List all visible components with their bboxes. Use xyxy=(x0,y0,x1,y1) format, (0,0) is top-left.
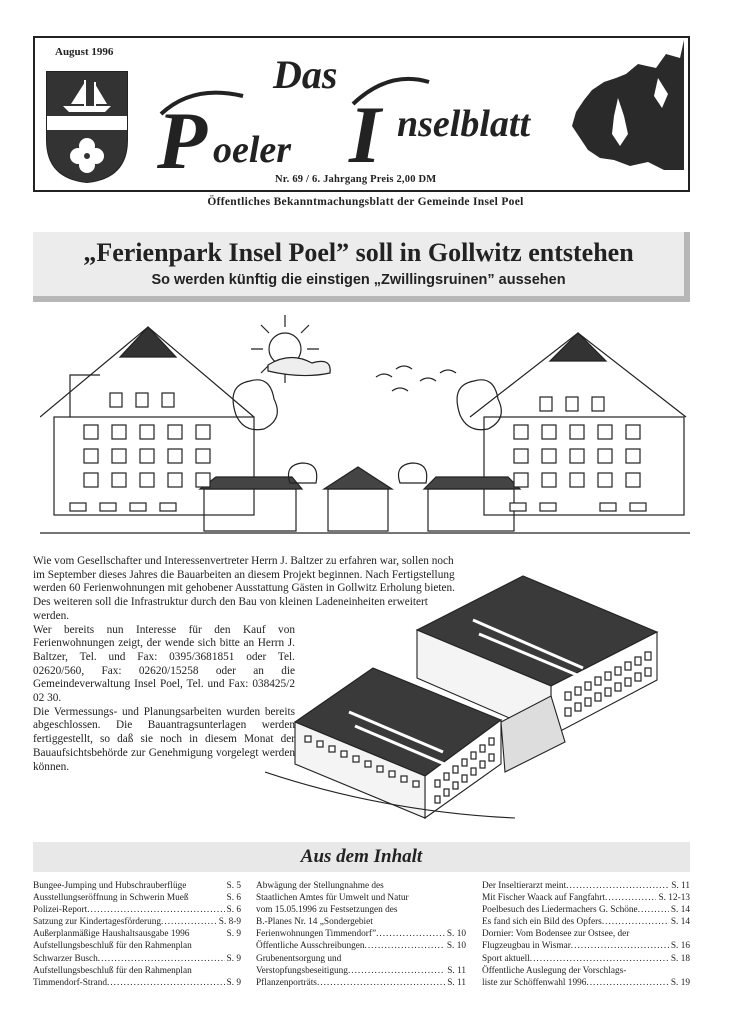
window xyxy=(542,449,556,463)
window xyxy=(575,687,581,695)
contents-entry xyxy=(33,953,241,965)
window xyxy=(112,449,126,463)
window xyxy=(514,449,528,463)
window xyxy=(598,449,612,463)
contents-leader-dots xyxy=(638,904,669,916)
contents-entry-title: Schwarzer Busch xyxy=(33,953,98,964)
window xyxy=(168,425,182,439)
window xyxy=(413,781,419,787)
contents-leader-dots xyxy=(107,977,225,989)
window xyxy=(444,789,449,796)
elevation-drawing xyxy=(40,305,690,550)
contents-entry-page xyxy=(464,953,466,965)
window xyxy=(570,425,584,439)
contents-entry-title: Mit Fischer Waack auf Fangfahrt xyxy=(482,893,606,904)
contents-entry-page: S. 11 xyxy=(447,965,466,976)
window xyxy=(480,761,485,768)
window xyxy=(566,397,578,411)
svg-text:P: P xyxy=(157,95,208,174)
window xyxy=(365,761,371,767)
svg-text:oeler: oeler xyxy=(213,129,292,171)
contents-entry xyxy=(33,880,241,892)
window xyxy=(168,449,182,463)
contents-entry-page xyxy=(464,904,466,916)
window xyxy=(510,503,526,511)
window xyxy=(160,503,176,511)
contents-leader-dots xyxy=(602,916,669,928)
contents-entry-title: Öffentliche Auslegung der Vorschlags- xyxy=(482,965,627,976)
window xyxy=(130,503,146,511)
sun-icon xyxy=(251,315,330,383)
contents-leader-dots xyxy=(376,928,445,940)
contents-leader-dots xyxy=(373,916,464,928)
window xyxy=(112,425,126,439)
contents-entry-page: S. 9 xyxy=(226,977,241,988)
contents-entry-page xyxy=(688,928,690,940)
contents-entry xyxy=(482,977,690,989)
window xyxy=(84,473,98,487)
article-paragraph-2: Wer bereits nun Interesse für den Kauf von Ferienwohnungen zeigt, der wende sich bitte an Herrn J. Baltzer, Tel. und Fax: 0395/3681851 oder Tel. 02620/560, Fax: 02620/15258 oder an die Gemeindeverwaltung Insel Poel, Tel. und Fax: 038425/2 02 30. xyxy=(33,623,295,705)
contents-entry xyxy=(256,965,466,977)
contents-entry-page: S. 6 xyxy=(226,893,241,904)
contents-entry-title: Es fand sich ein Bild des Opfers xyxy=(482,917,602,928)
contents-entry-title: Der Inseltierarzt meint xyxy=(482,881,567,891)
contents-leader-dots xyxy=(530,953,669,965)
window xyxy=(100,503,116,511)
contents-entry xyxy=(256,892,466,904)
window xyxy=(565,692,571,700)
contents-entry-page: S. 5 xyxy=(226,881,241,891)
contents-column-3 xyxy=(482,880,690,989)
contents-entry xyxy=(482,965,690,977)
contents-entry-title: Sport aktuell xyxy=(482,953,530,964)
window xyxy=(110,393,122,407)
window xyxy=(542,425,556,439)
contents-entry-title: Grubenentsorgung und xyxy=(256,953,342,964)
window xyxy=(635,673,641,681)
window xyxy=(625,678,631,686)
contents-entry-page: S. 18 xyxy=(670,953,690,964)
contents-leader-dots xyxy=(348,965,445,977)
window xyxy=(575,703,581,711)
contents-entry xyxy=(482,880,690,892)
window xyxy=(489,754,494,761)
headline-box xyxy=(33,232,690,302)
window xyxy=(592,397,604,411)
window xyxy=(626,473,640,487)
window xyxy=(401,776,407,782)
contents-leader-dots xyxy=(365,940,445,952)
contents-leader-dots xyxy=(629,928,688,940)
contents-leader-dots xyxy=(192,940,239,952)
contents-bar xyxy=(33,842,690,872)
window xyxy=(645,668,651,676)
window xyxy=(84,449,98,463)
window xyxy=(595,693,601,701)
window xyxy=(140,449,154,463)
contents-entry xyxy=(256,953,466,965)
contents-entry-page: S. 11 xyxy=(447,977,466,988)
issue-info: Nr. 69 / 6. Jahrgang Preis 2,00 DM xyxy=(275,174,437,185)
contents-entry-page: S. 11 xyxy=(671,881,690,891)
window xyxy=(570,473,584,487)
window xyxy=(598,425,612,439)
window xyxy=(341,751,347,757)
contents-entry-page: S. 6 xyxy=(226,905,241,916)
window xyxy=(514,473,528,487)
window xyxy=(645,652,651,660)
window xyxy=(626,449,640,463)
article-paragraph-3: Die Vermessungs- und Planungsarbeiten wurden bereits abgeschlossen. Die Bauantragsunterlagen werden fertiggestellt, so daß sie noch in diesem Monat der Bauaufsichtsbehörde zur Genehmigung vorgelegt werden können. xyxy=(33,705,295,773)
contents-entry xyxy=(33,904,241,916)
window xyxy=(305,736,311,742)
window xyxy=(389,771,395,777)
contents-entry-page: S. 14 xyxy=(670,905,690,916)
window xyxy=(471,752,476,759)
window xyxy=(84,425,98,439)
window xyxy=(635,657,641,665)
paper-name xyxy=(153,44,573,174)
contents-entry-page: S. 19 xyxy=(670,977,690,988)
contents-entry-page: S. 14 xyxy=(670,917,690,928)
contents-column-1 xyxy=(33,880,241,989)
contents-entry-page: S. 10 xyxy=(446,941,466,952)
contents-entry-title: liste zur Schöffenwahl 1996 xyxy=(482,977,587,988)
contents-title: Aus dem Inhalt xyxy=(300,846,423,867)
island-map-icon xyxy=(558,38,688,174)
window xyxy=(462,759,467,766)
window xyxy=(377,766,383,772)
window xyxy=(471,768,476,775)
window xyxy=(600,503,616,511)
aerial-view-drawing xyxy=(265,572,690,822)
contents-entry-title: Dornier: Vom Bodensee zur Ostsee, der xyxy=(482,929,630,940)
contents-leader-dots xyxy=(341,953,464,965)
contents-column-2 xyxy=(256,880,466,989)
contents-leader-dots xyxy=(98,953,225,965)
window xyxy=(540,503,556,511)
window xyxy=(570,449,584,463)
contents-entry xyxy=(256,940,466,952)
contents-entry-page: S. 10 xyxy=(446,929,466,940)
svg-text:I: I xyxy=(349,89,381,174)
contents-entry xyxy=(33,928,241,940)
contents-entry-title: vom 15.05.1996 zu Festsetzungen des xyxy=(256,905,398,916)
contents-entry-title: Ausstellungseröffnung in Schwerin Mueß xyxy=(33,893,189,904)
contents-entry-page: S. 9 xyxy=(226,929,241,940)
contents-leader-dots xyxy=(409,892,464,904)
window xyxy=(162,393,174,407)
contents-entry xyxy=(256,928,466,940)
window xyxy=(605,688,611,696)
window xyxy=(453,766,458,773)
contents-leader-dots xyxy=(571,940,669,952)
contents-entry xyxy=(482,940,690,952)
contents-entry xyxy=(256,904,466,916)
contents-entry-page xyxy=(464,892,466,904)
contents-entry-page: S. 8-9 xyxy=(218,917,241,928)
contents-entry-page xyxy=(239,940,241,952)
contents-entry-title: Verstopfungsbeseitigung xyxy=(256,965,348,976)
contents-entry-title: Poelbesuch des Liedermachers G. Schöne xyxy=(482,905,638,916)
contents-leader-dots xyxy=(384,880,464,892)
contents-entry xyxy=(33,916,241,928)
contents-entry-title: Ferienwohnungen Timmendorf” xyxy=(256,929,377,940)
contents-entry-title: Satzung zur Kindertagesförderung xyxy=(33,917,162,928)
contents-entry xyxy=(482,904,690,916)
window xyxy=(462,775,467,782)
headline: „Ferienpark Insel Poel” soll in Gollwitz entstehen xyxy=(83,238,634,267)
window xyxy=(353,756,359,762)
window xyxy=(453,782,458,789)
svg-text:nselblatt: nselblatt xyxy=(397,103,531,145)
window xyxy=(625,662,631,670)
contents-entry-title: Abwägung der Stellungnahme des xyxy=(256,881,384,891)
window xyxy=(489,738,494,745)
contents-leader-dots xyxy=(586,977,668,989)
contents-entry xyxy=(482,892,690,904)
contents-entry-title: Polizei-Report xyxy=(33,905,88,916)
contents-entry xyxy=(33,977,241,989)
window xyxy=(595,677,601,685)
window xyxy=(514,425,528,439)
contents-leader-dots xyxy=(566,880,669,892)
contents-entry-page: S. 16 xyxy=(670,941,690,952)
window xyxy=(168,473,182,487)
window xyxy=(435,780,440,787)
window xyxy=(542,473,556,487)
contents-entry-title: Pflanzenporträts xyxy=(256,977,317,988)
window xyxy=(615,667,621,675)
official-gazette-line: Öffentliches Bekanntmachungsblatt der Gemeinde Insel Poel xyxy=(207,196,524,208)
masthead xyxy=(33,36,690,192)
contents-entry-title: Öffentliche Ausschreibungen xyxy=(256,941,365,952)
article-paragraph-1: Wie vom Gesellschafter und Interessenvertreter Herrn J. Baltzer zu erfahren war, sollen noch im September dieses Jahres die Bauarbeiten an diesem Projekt beginnen. Nach Fertigstellung werden 60 Ferienwohnungen mit gehobener Ausstattung Gästen in Gollwitz Erholung bieten. Des weiteren soll die Infrastruktur durch den Bau von kleinen Ladeneinheiten erweitert werden. xyxy=(33,555,455,622)
contents-entry-title: Außerplanmäßige Haushaltsausgabe 1996 xyxy=(33,929,190,940)
contents-entry-title: Flugzeugbau in Wismar xyxy=(482,941,571,952)
window xyxy=(626,425,640,439)
contents-entry-title: Staatlichen Amtes für Umwelt und Natur xyxy=(256,893,409,904)
window xyxy=(140,425,154,439)
window xyxy=(136,393,148,407)
window xyxy=(196,473,210,487)
window xyxy=(329,746,335,752)
contents-entry xyxy=(256,977,466,989)
window xyxy=(317,741,323,747)
name-das: Das xyxy=(273,52,338,97)
contents-entry xyxy=(482,916,690,928)
window xyxy=(70,503,86,511)
issue-date: August 1996 xyxy=(55,46,114,58)
window xyxy=(196,425,210,439)
contents-entry-page: S. 9 xyxy=(226,953,241,964)
window xyxy=(444,773,449,780)
contents-entry xyxy=(33,965,241,977)
window xyxy=(605,672,611,680)
contents-entry-title: B.-Planes Nr. 14 „Sondergebiet xyxy=(256,917,373,928)
elevation-windows xyxy=(70,393,646,511)
window xyxy=(630,503,646,511)
contents-entry xyxy=(33,892,241,904)
contents-entry-page xyxy=(464,916,466,928)
contents-leader-dots xyxy=(192,965,239,977)
contents-entry-title: Timmendorf-Strand xyxy=(33,977,108,988)
window xyxy=(585,698,591,706)
window xyxy=(598,473,612,487)
window xyxy=(140,473,154,487)
contents-entry-title: Bungee-Jumping und Hubschrauberflüge xyxy=(33,881,187,891)
contents-leader-dots xyxy=(605,892,656,904)
contents-entry xyxy=(482,953,690,965)
contents-entry-page xyxy=(239,965,241,977)
contents-entry-title: Aufstellungsbeschluß für den Rahmenplan xyxy=(33,965,192,976)
contents-entry-page xyxy=(464,880,466,892)
window xyxy=(480,745,485,752)
coat-of-arms-icon xyxy=(45,70,129,184)
window xyxy=(196,449,210,463)
contents-leader-dots xyxy=(317,977,445,989)
contents-leader-dots xyxy=(87,904,224,916)
window xyxy=(435,796,440,803)
contents-leader-dots xyxy=(626,965,688,977)
contents-entry xyxy=(256,916,466,928)
window xyxy=(540,397,552,411)
window xyxy=(565,708,571,716)
window xyxy=(112,473,126,487)
contents-entry xyxy=(256,880,466,892)
contents-entry-title: Aufstellungsbeschluß für den Rahmenplan xyxy=(33,941,192,952)
window xyxy=(585,682,591,690)
contents-entry xyxy=(482,928,690,940)
contents-entry-page: S. 12-13 xyxy=(658,893,690,904)
contents-leader-dots xyxy=(161,916,217,928)
contents-entry-page xyxy=(688,965,690,977)
subheadline: So werden künftig die einstigen „Zwillingsruinen” aussehen xyxy=(151,272,566,288)
window xyxy=(615,683,621,691)
contents-leader-dots xyxy=(398,904,464,916)
contents-entry xyxy=(33,940,241,952)
